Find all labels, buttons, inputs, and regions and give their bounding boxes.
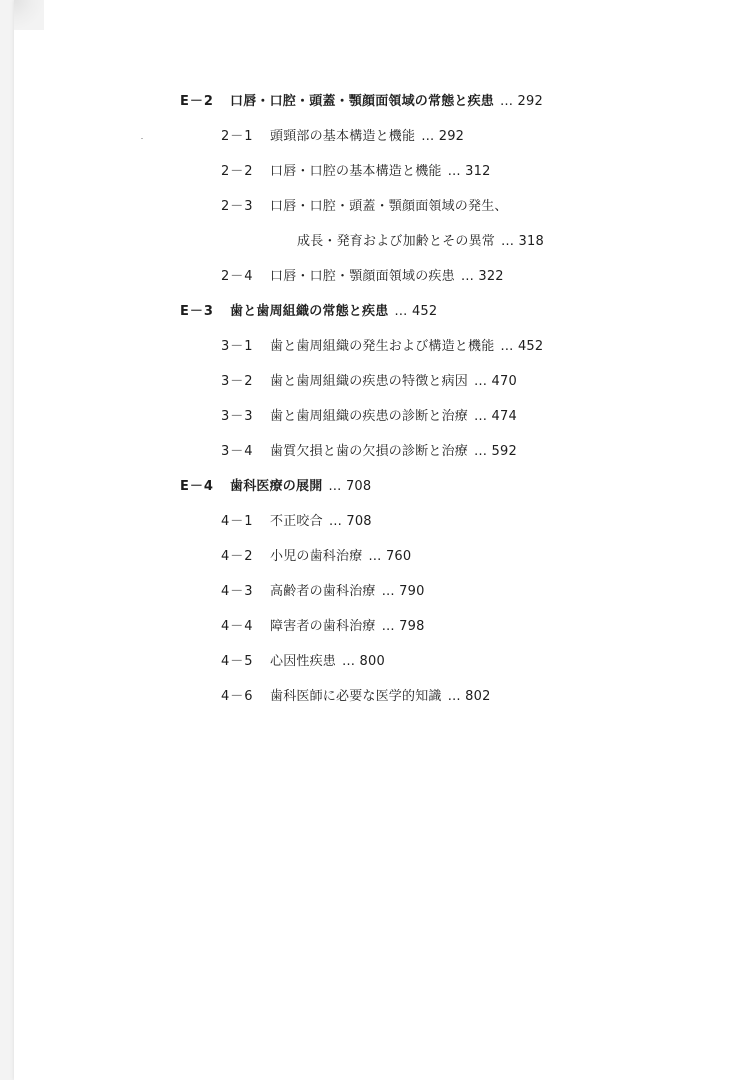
toc-page-ref: … 322 (460, 269, 504, 284)
toc-title: 高齢者の歯科治療 (270, 584, 376, 599)
toc-title: 小児の歯科治療 (270, 549, 363, 564)
toc-page-ref: … 708 (328, 514, 372, 529)
toc-number: 2－2 (221, 164, 254, 179)
toc-number: 2－1 (221, 129, 254, 144)
toc-title: 歯と歯周組織の常態と疾患 (230, 304, 389, 319)
toc-page-ref: … 760 (368, 549, 412, 564)
toc-title: 歯科医師に必要な医学的知識 (270, 689, 442, 704)
toc-page-ref: … 800 (342, 654, 385, 669)
toc-page-ref: … 292 (421, 129, 465, 144)
toc-title: 口唇・口腔・顎顔面領域の疾患 (270, 269, 455, 284)
toc-number: 2－3 (221, 199, 254, 214)
toc-number: 2－4 (221, 269, 254, 284)
toc-page-ref: … 318 (501, 234, 544, 249)
toc-number: 4－1 (221, 514, 254, 529)
toc-title: 不正咬合 (270, 514, 323, 529)
toc-title: 歯と歯周組織の発生および構造と機能 (270, 339, 495, 354)
toc-title: 歯と歯周組織の疾患の診断と治療 (270, 409, 469, 424)
toc-number: 3－2 (221, 374, 254, 389)
toc-page-ref: … 312 (447, 164, 491, 179)
toc-page-ref: … 802 (447, 689, 491, 704)
toc-page-ref: … 452 (394, 304, 438, 319)
toc-page-ref: … 470 (474, 374, 517, 389)
toc-title: 口唇・口腔の基本構造と機能 (270, 164, 442, 179)
toc-title: 歯科医療の展開 (230, 479, 323, 494)
toc-title: 口唇・口腔・頭蓋・顎顔面領域の発生、 (270, 199, 508, 214)
toc-title: 成長・発育および加齢とその異常 (297, 234, 496, 249)
toc-title: 歯と歯周組織の疾患の特徴と病因 (270, 374, 469, 389)
toc-title: 歯質欠損と歯の欠損の診断と治療 (270, 444, 469, 459)
toc-number: E－2 (180, 94, 214, 109)
toc-number: 4－5 (221, 654, 254, 669)
toc-number: E－4 (180, 479, 214, 494)
toc-page-ref: … 474 (474, 409, 517, 424)
toc-title: 頭頸部の基本構造と機能 (270, 129, 416, 144)
toc-number: 4－3 (221, 584, 254, 599)
toc-title: 障害者の歯科治療 (270, 619, 376, 634)
toc-page-ref: … 452 (500, 339, 544, 354)
toc-page-ref: … 708 (328, 479, 372, 494)
toc-page-ref: … 592 (474, 444, 517, 459)
toc-number: 3－4 (221, 444, 254, 459)
toc-number: 3－3 (221, 409, 254, 424)
toc-number: 4－6 (221, 689, 254, 704)
toc-page-ref: … 790 (381, 584, 425, 599)
toc-number: E－3 (180, 304, 214, 319)
toc-number: 4－2 (221, 549, 254, 564)
toc-number: 3－1 (221, 339, 254, 354)
toc-page-ref: … 292 (500, 94, 543, 109)
toc-page-ref: … 798 (381, 619, 425, 634)
toc-title: 心因性疾患 (270, 654, 337, 669)
toc-title: 口唇・口腔・頭蓋・顎顔面領域の常態と疾患 (230, 94, 495, 109)
toc-number: 4－4 (221, 619, 254, 634)
